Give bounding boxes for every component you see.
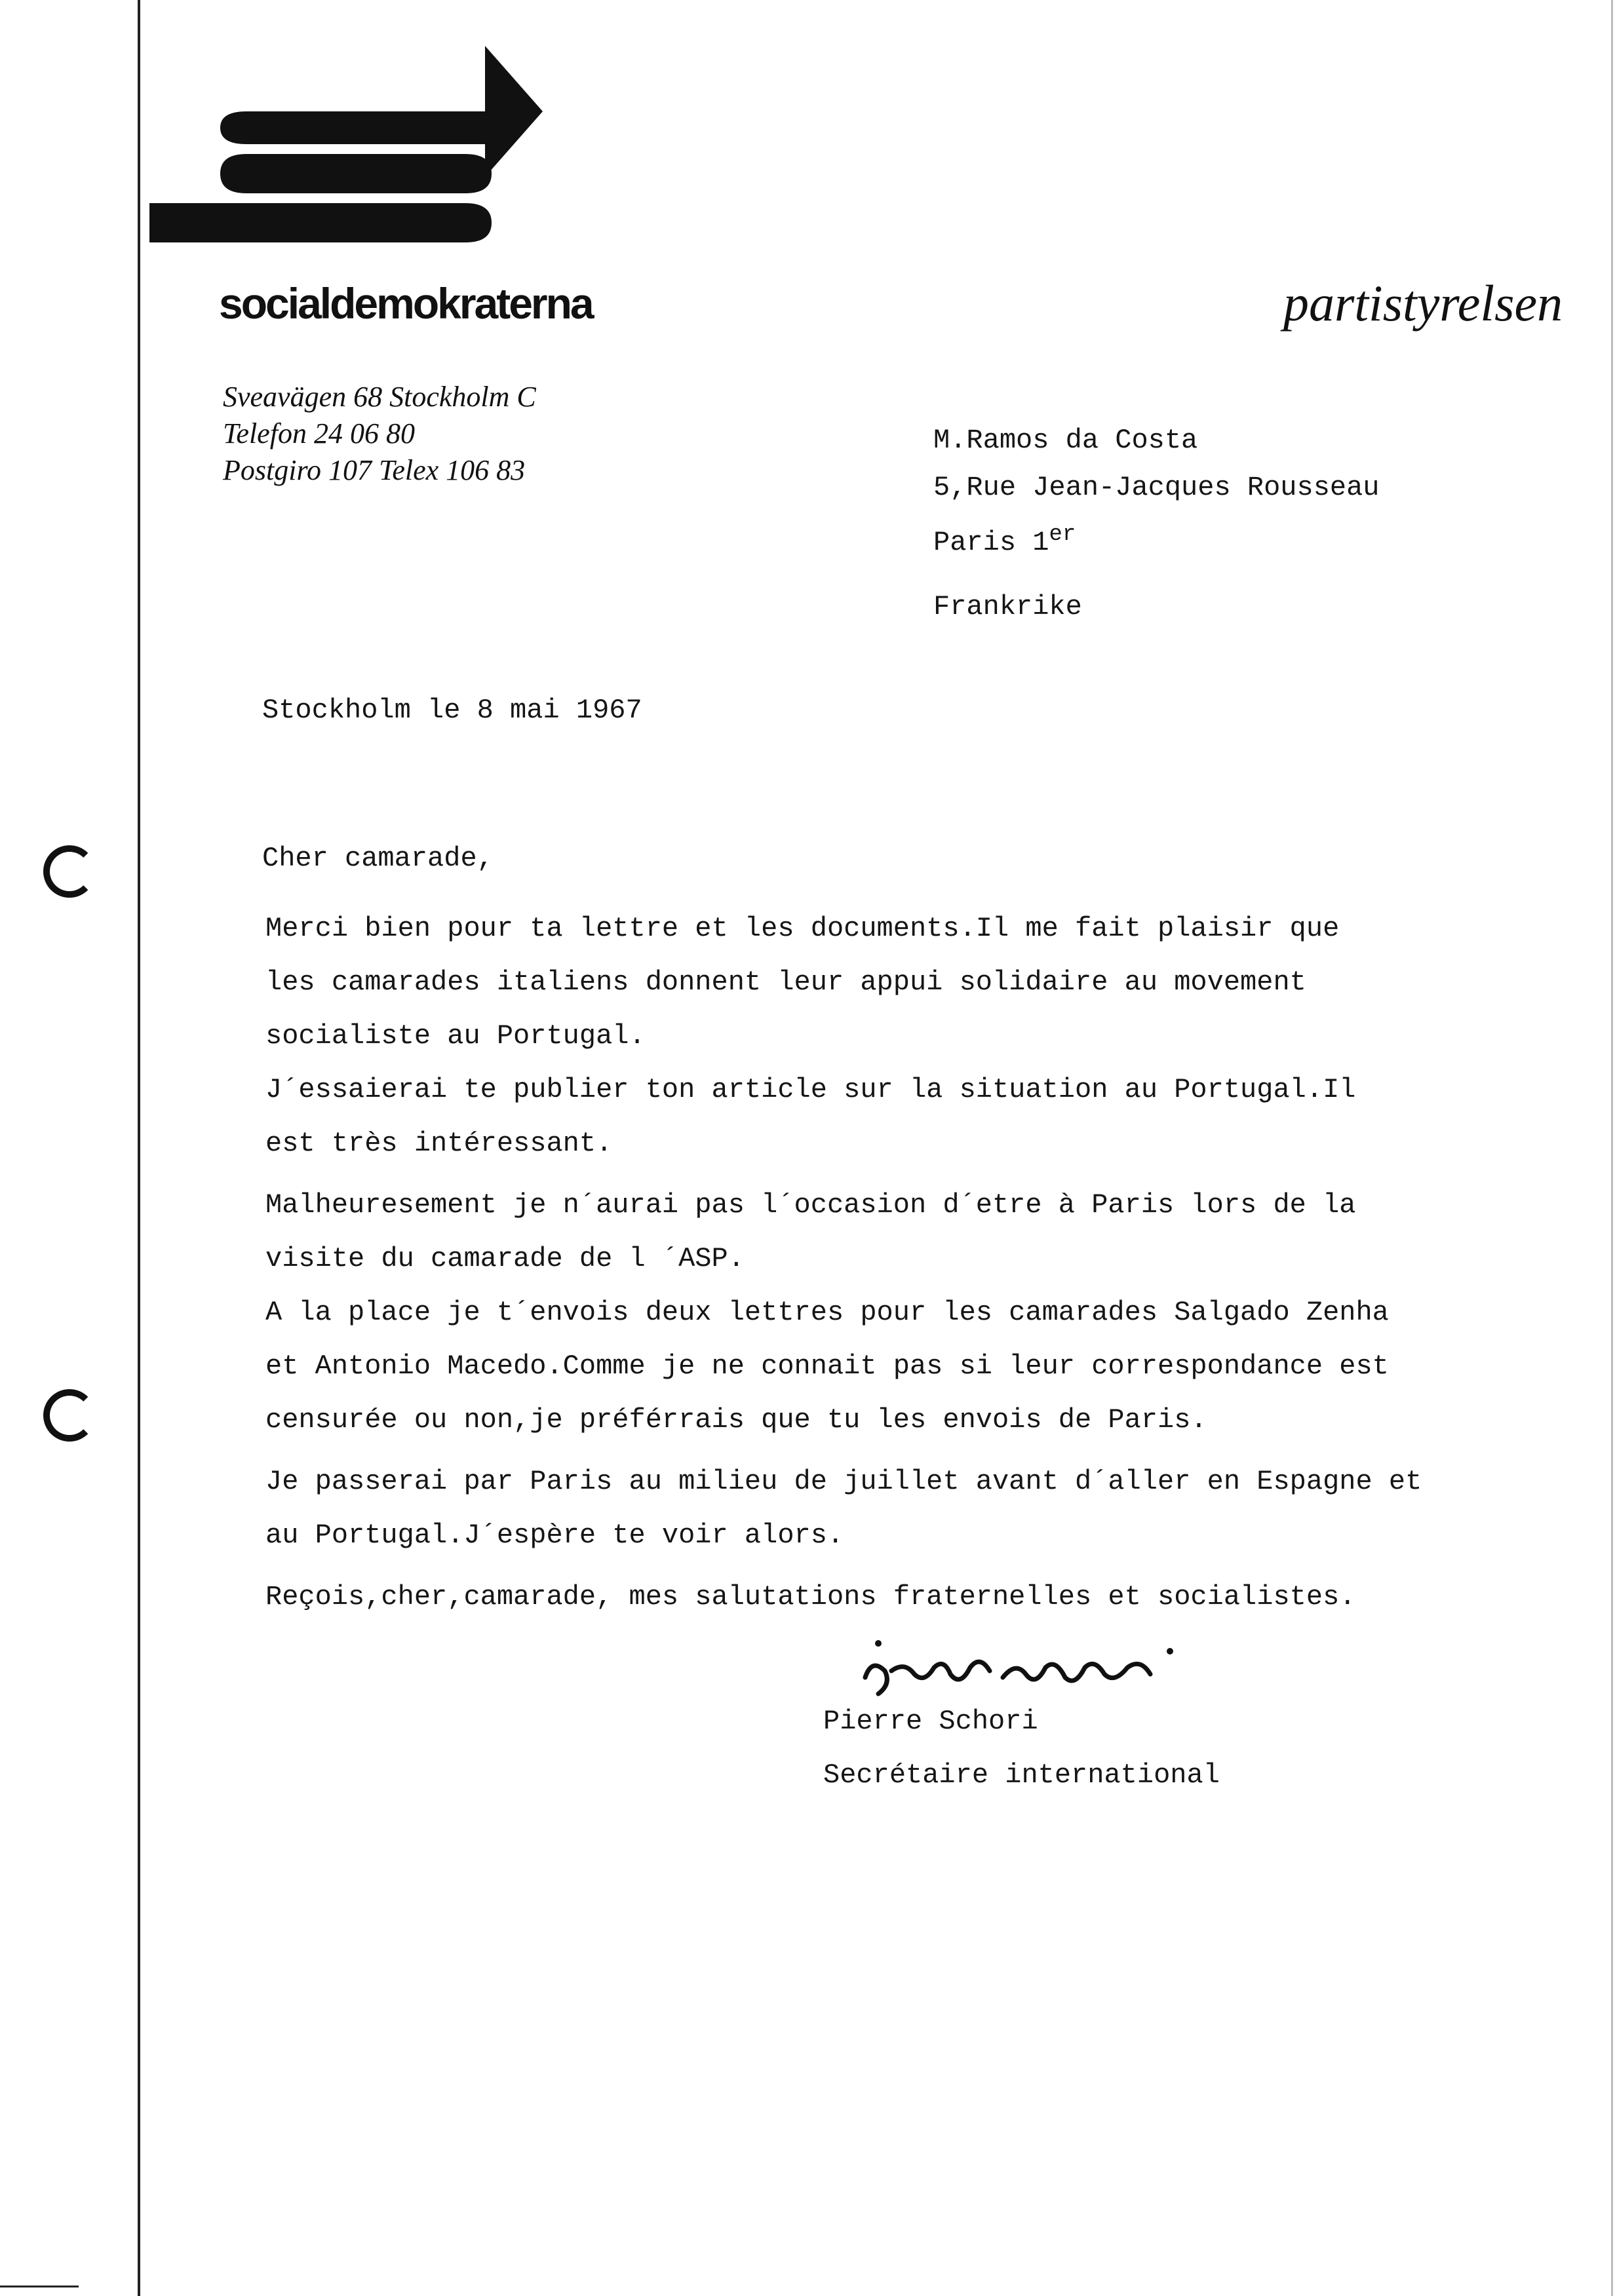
body-line: censurée ou non,je préférrais que tu les envois de Paris. <box>265 1404 1207 1436</box>
party-logo <box>149 46 543 262</box>
recipient-street: 5,Rue Jean-Jacques Rousseau <box>933 472 1380 503</box>
body-line: Merci bien pour ta lettre et les documents.Il me fait plaisir que <box>265 913 1340 944</box>
body-line: Malheuresement je n´aurai pas l´occasion d´etre à Paris lors de la <box>265 1189 1356 1221</box>
party-name: socialdemokraterna <box>219 279 593 328</box>
body-line: Je passerai par Paris au milieu de juillet avant d´aller en Espagne et <box>265 1466 1422 1497</box>
signature-block <box>823 1694 1220 1802</box>
recipient-city <box>933 511 1380 566</box>
left-margin-rule <box>138 0 140 2296</box>
sender-address <box>223 379 536 489</box>
body-line: A la place je t´envois deux lettres pour les camarades Salgado Zenha <box>265 1297 1389 1328</box>
letter-body <box>265 902 1422 1624</box>
right-edge-line <box>1611 0 1613 2296</box>
body-line: est très intéressant. <box>265 1128 613 1159</box>
sender-address-phone: Telefon 24 06 80 <box>223 417 415 450</box>
body-line: visite du camarade de l ´ASP. <box>265 1243 745 1274</box>
punch-hole-bottom <box>43 1389 96 1442</box>
salutation: Cher camarade, <box>262 843 494 874</box>
department-name: partistyrelsen <box>1283 275 1563 332</box>
body-line: au Portugal.J´espère te voir alors. <box>265 1520 844 1551</box>
body-line: et Antonio Macedo.Comme je ne connait pas si leur correspondance est <box>265 1350 1389 1382</box>
body-line: J´essaierai te publier ton article sur la situation au Portugal.Il <box>265 1074 1356 1105</box>
recipient-city-name: Paris 1 <box>933 527 1049 558</box>
punch-hole-top <box>43 845 96 898</box>
sender-address-street: Sveavägen 68 Stockholm C <box>223 381 536 413</box>
body-line: les camarades italiens donnent leur appui solidaire au movement <box>265 966 1306 998</box>
signatory-name: Pierre Schori <box>823 1706 1038 1737</box>
recipient-city-sup: er <box>1049 522 1076 547</box>
body-line: Reçois,cher,camarade, mes salutations fraternelles et socialistes. <box>265 1581 1356 1613</box>
body-line: socialiste au Portugal. <box>265 1020 646 1052</box>
recipient-address <box>933 417 1380 630</box>
recipient-country: Frankrike <box>933 591 1082 622</box>
sender-address-postgiro: Postgiro 107 Telex 106 83 <box>223 454 526 486</box>
signatory-title: Secrétaire international <box>823 1759 1220 1791</box>
bottom-edge-line <box>0 2286 79 2287</box>
handwritten-signature <box>852 1632 1193 1704</box>
recipient-name: M.Ramos da Costa <box>933 425 1198 456</box>
date-line: Stockholm le 8 mai 1967 <box>262 695 642 726</box>
